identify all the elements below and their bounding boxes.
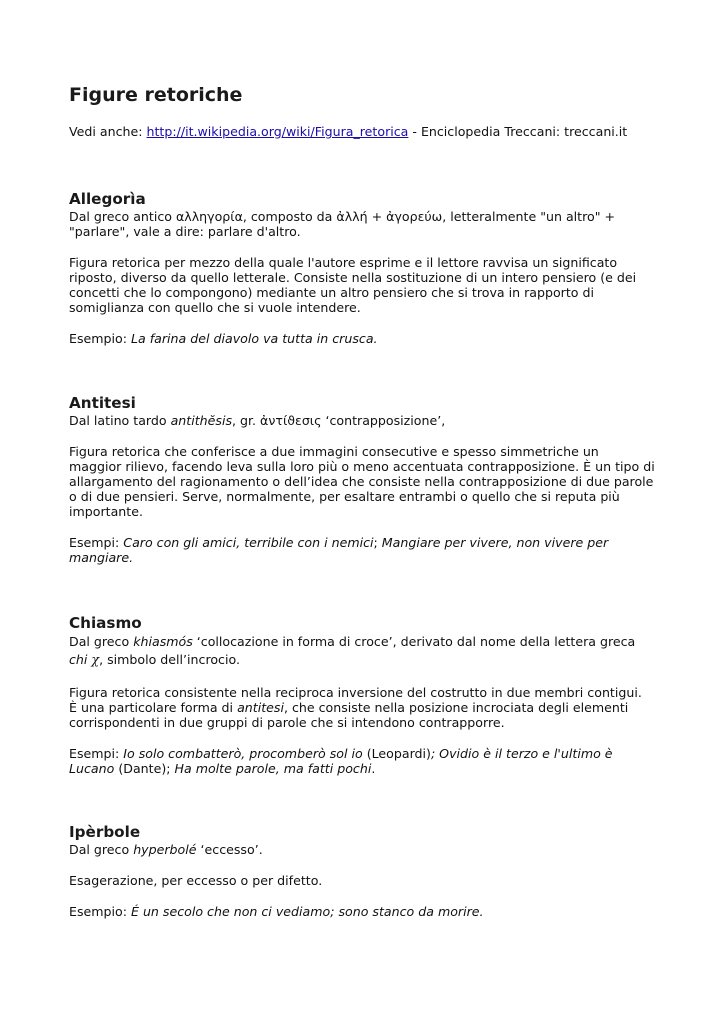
example-source-2: (Dante); (114, 761, 175, 776)
etymology-allegoria: Dal greco antico αλληγορία, composto da ἀλλή + ἀγορεύω, letteralmente "un altro" + "parlare", vale a dire: parlare d'altro. (69, 209, 616, 239)
see-also-suffix: - Enciclopedia Treccani: treccani.it (408, 124, 628, 139)
example-source-1: (Leopardi) (362, 746, 431, 761)
example-end: . (371, 761, 376, 776)
definition-antitesi: Figura retorica che conferisce a due immagini consecutive e spesso simmetriche un maggior rilievo, facendo leva sulla loro più o meno accentuata contrapposizione. È un tipo di allargamento del ragionamento o dell’idea che consiste nella contrapposizione di due parole o di due pensieri. Serve, normalmente, per esaltare entrambi o quello che si reputa più importante. (69, 444, 655, 519)
example-text-2: Mangiare per vivere, non vivere per mangiare. (69, 535, 609, 565)
example-antitesi (69, 535, 655, 565)
see-also-prefix: Vedi anche: (69, 124, 147, 139)
section-heading-antitesi: Antitesi (69, 394, 136, 412)
definition-part-a: È una particolare forma di (69, 700, 238, 715)
example-text-2: ; Ovidio è il terzo e l'ultimo è Lucano (69, 746, 613, 776)
example-text-1: Io solo combatterò, procomberò sol io (123, 746, 363, 761)
etym-prefix: Dal greco (69, 634, 134, 649)
example-text: É un secolo che non ci vediamo; sono stanco da morire. (130, 904, 484, 919)
etym-mid: ‘collocazione in forma di croce’, derivato dal nome della lettera greca (192, 634, 636, 649)
definition-chiasmo-2 (69, 700, 655, 730)
section-heading-chiasmo: Chiasmo (69, 614, 142, 632)
etym-suffix: , gr. ἀντίϑεσις ‘contrapposizione’, (232, 413, 446, 428)
etym-suffix: , simbolo dell’incrocio. (99, 652, 240, 667)
etymology-antitesi (69, 413, 655, 428)
chi-symbol: χ (91, 652, 100, 667)
example-label: Esempio: (69, 904, 131, 919)
example-text-1: Caro con gli amici, terribile con i nemici (123, 535, 374, 550)
etym-term: hyperbolé (133, 842, 197, 857)
definition-part-b: , che consiste nella posizione incrociata degli elementi corrispondenti in due gruppi di parole che si intendono contrapporre. (69, 700, 629, 730)
definition-allegoria: Figura retorica per mezzo della quale l'autore esprime e il lettore ravvisa un significato riposto, diverso da quello letterale. Consiste nella sostituzione di un intero pensiero (e dei concetti che lo compongono) mediante un altro pensiero che si trova in rapporto di somiglianza con quello che si vuole intendere. (69, 255, 637, 315)
etym-term: khiasmós (133, 634, 193, 649)
definition-chiasmo-1: Figura retorica consistente nella reciproca inversione del costrutto in due membri contigui. (69, 685, 642, 700)
etym-prefix: Dal greco (69, 842, 134, 857)
example-chiasmo (69, 746, 655, 776)
see-also-line (69, 124, 627, 139)
etym-term: antithĕsis (170, 413, 233, 428)
example-text: La farina del diavolo va tutta in crusca. (130, 331, 378, 346)
section-heading-allegoria: Allegorìa (69, 190, 146, 208)
example-text-3: Ha molte parole, ma fatti pochi (174, 761, 372, 776)
section-allegoria (69, 190, 655, 346)
example-label: Esempi: (69, 746, 124, 761)
definition-term: antitesi (237, 700, 284, 715)
example-label: Esempio: (69, 331, 131, 346)
section-heading-iperbole: Ipèrbole (69, 823, 141, 841)
etym-suffix: ‘eccesso’. (196, 842, 263, 857)
etym-chi-word: chi (69, 652, 88, 667)
wikipedia-link[interactable]: http://it.wikipedia.org/wiki/Figura_retorica (146, 124, 409, 139)
example-iperbole (69, 904, 655, 919)
definition-iperbole: Esagerazione, per eccesso o per difetto. (69, 873, 323, 888)
example-label: Esempi: (69, 535, 124, 550)
etym-prefix: Dal latino tardo (69, 413, 171, 428)
section-iperbole (69, 823, 655, 919)
etymology-iperbole (69, 842, 655, 857)
section-antitesi (69, 394, 655, 565)
etymology-chiasmo (69, 633, 655, 669)
example-allegoria (69, 331, 655, 346)
example-separator: ; (373, 535, 382, 550)
section-chiasmo (69, 614, 655, 776)
page-title: Figure retoriche (69, 84, 243, 106)
